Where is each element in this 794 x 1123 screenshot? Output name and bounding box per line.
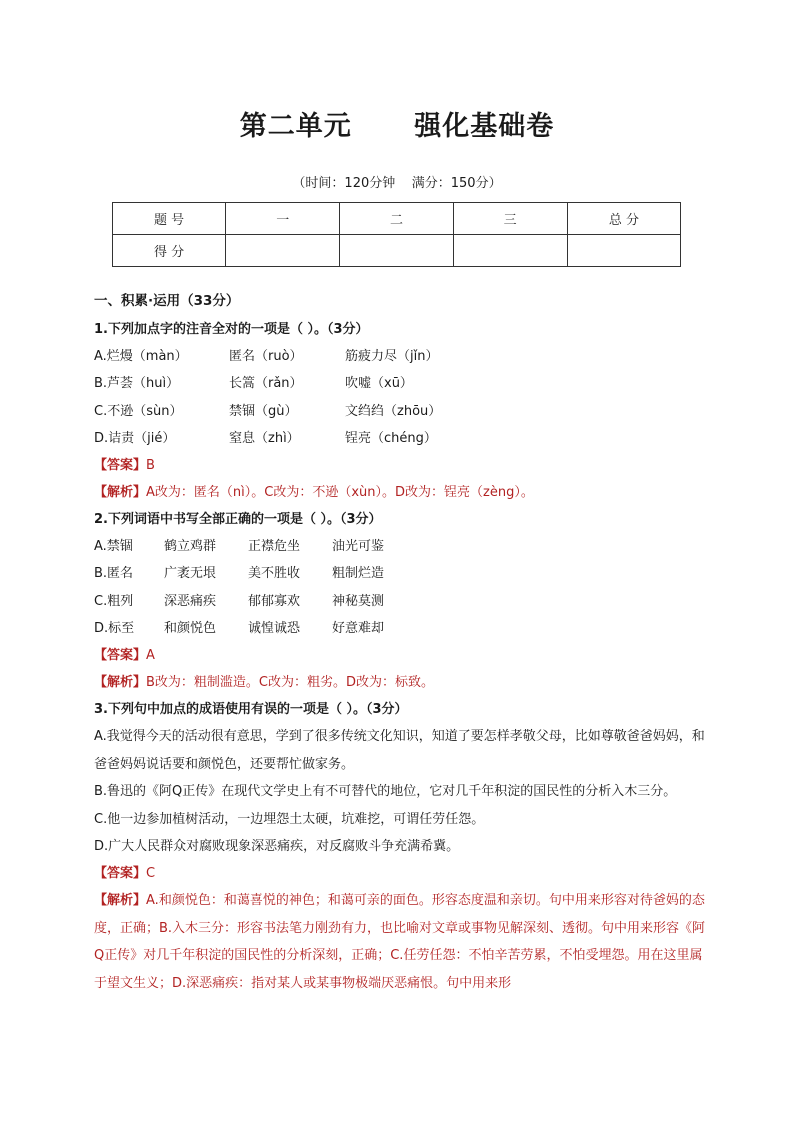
option-paragraph: A.我觉得今天的活动很有意思，学到了很多传统文化知识，知道了要怎样孝敬父母，比如尊敬爸爸妈妈，和爸爸妈妈说话要和颜悦色，还要帮忙做家务。 (94, 729, 705, 772)
score-table (112, 202, 681, 267)
option-row (94, 343, 706, 370)
option-row (94, 398, 706, 425)
option-paragraph: C.他一边参加植树活动，一边埋怨土太硬，坑难挖，可谓任劳任怨。 (94, 811, 485, 827)
option-item: B.匿名 (94, 566, 134, 582)
option-item: C.不逊（sùn） (94, 403, 183, 419)
option-row (94, 615, 706, 642)
score-cell (453, 235, 567, 267)
analysis-text: B改为：粗制滥造。C改为：粗劣。D改为：标致。 (146, 675, 435, 691)
score-cell (226, 235, 340, 267)
table-cell: 一 (226, 203, 340, 235)
analysis-line (94, 479, 706, 506)
table-cell: 总 分 (567, 203, 680, 235)
analysis-tag: 【解析】 (94, 485, 147, 501)
answer-tag: 【答案】 (94, 458, 147, 474)
option-item: A.禁锢 (94, 539, 133, 555)
option-item: 粗制烂造 (332, 566, 385, 582)
table-cell: 题 号 (113, 203, 226, 235)
option-item: D.标至 (94, 621, 135, 637)
option-row (94, 560, 706, 587)
score-cell (567, 235, 680, 267)
table-cell: 二 (340, 203, 453, 235)
option-row (94, 370, 706, 397)
option-item: 鹤立鸡群 (164, 539, 217, 555)
answer-value: A (146, 648, 155, 664)
exam-content (94, 288, 706, 997)
option-item: 美不胜收 (248, 566, 301, 582)
option-item: D.诘责（jié） (94, 430, 176, 446)
analysis-tag: 【解析】 (94, 675, 147, 691)
analysis-line (94, 669, 706, 696)
option-row (94, 588, 706, 615)
option-item: C.粗列 (94, 593, 134, 609)
option-item: 好意难却 (332, 621, 385, 637)
option-item: 筋疲力尽（jǐn） (345, 349, 439, 364)
table-cell: 三 (453, 203, 567, 235)
table-row (113, 203, 681, 235)
option-item: B.芦荟（huì） (94, 376, 180, 392)
answer-value: C (146, 866, 156, 882)
option-item: 郁郁寡欢 (248, 593, 301, 609)
option-item: 长篙（rǎn） (229, 376, 303, 392)
table-row (113, 235, 681, 267)
exam-time-and-score: （时间：120分钟 满分：150分） (292, 176, 502, 191)
analysis-tag: 【解析】 (94, 893, 147, 909)
option-item: 深恶痛疾 (164, 593, 217, 609)
option-item: 禁锢（gù） (229, 403, 298, 419)
option-item: 神秘莫测 (332, 593, 385, 609)
table-cell: 得 分 (113, 235, 226, 267)
option-paragraph: D.广大人民群众对腐败现象深恶痛疾，对反腐败斗争充满希冀。 (94, 839, 460, 854)
question-stem: 2.下列词语中书写全部正确的一项是（ ）。（3分） (94, 512, 382, 528)
option-item: 广袤无垠 (164, 566, 217, 582)
option-item: 文绉绉（zhōu） (345, 403, 442, 419)
question-stem: 1.下列加点字的注音全对的一项是（ ）。（3分） (94, 322, 369, 337)
option-item: 匿名（ruò） (229, 349, 303, 364)
option-item: 窒息（zhì） (229, 430, 300, 446)
answer-tag: 【答案】 (94, 648, 147, 664)
option-item: 和颜悦色 (164, 621, 217, 637)
option-item: 油光可鉴 (332, 539, 385, 555)
option-row (94, 425, 706, 452)
option-item: A.烂熳（màn） (94, 349, 188, 364)
analysis-text: A改为：匿名（nì）。C改为：不逊（xùn）。D改为：锃亮（zèng）。 (146, 485, 534, 501)
document-title: 第二单元 强化基础卷 (239, 111, 555, 142)
section-heading: 一、积累·运用（33分） (94, 293, 240, 309)
answer-line (94, 642, 706, 669)
option-row (94, 533, 706, 560)
option-item: 正襟危坐 (248, 539, 301, 555)
question-stem: 3.下列句中加点的成语使用有误的一项是（ ）。（3分） (94, 702, 408, 718)
answer-tag: 【答案】 (94, 866, 147, 882)
option-paragraph: B.鲁迅的《阿Q正传》在现代文学史上有不可替代的地位，它对几千年积淀的国民性的分析入木三分。 (94, 784, 677, 800)
score-cell (340, 235, 453, 267)
option-item: 锃亮（chéng） (345, 430, 437, 446)
analysis-text: A.和颜悦色：和蔼喜悦的神色；和蔼可亲的面色。形容态度温和亲切。句中用来形容对待爸妈的态度，正确；B.入木三分：形容书法笔力刚劲有力，也比喻对文章或事物见解深刻、透彻。句中用来形容《阿Q正传》对几千年积淀的国民性的分析深刻，正确；C.任劳任怨：不怕辛苦劳累，不怕受埋怨。用在这里属于望文生义；D.深恶痛疾：指对某人或某事物极端厌恶痛恨。句中用来形 (94, 893, 706, 991)
answer-line (94, 860, 706, 887)
answer-value: B (146, 458, 155, 474)
answer-line (94, 452, 706, 479)
option-item: 吹嘘（xū） (345, 376, 413, 392)
option-item: 诚惶诚恐 (248, 621, 301, 637)
analysis-line (94, 887, 706, 997)
